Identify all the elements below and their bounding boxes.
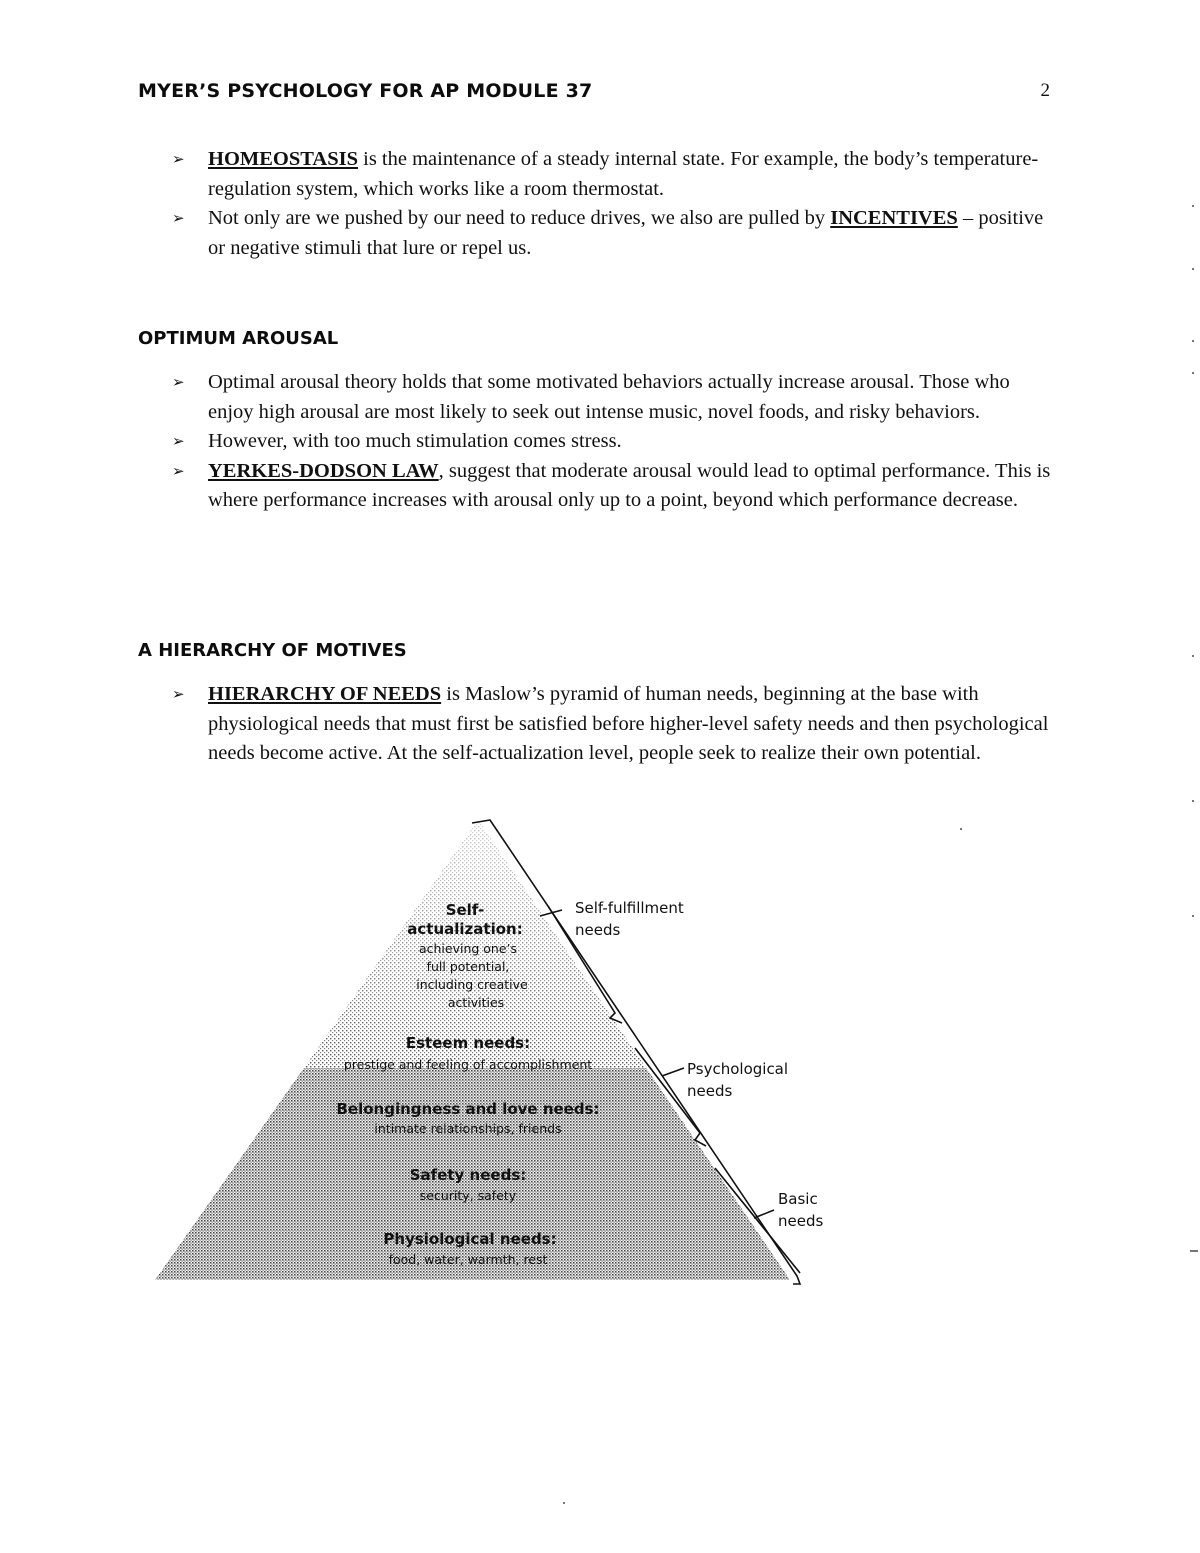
bullet-text: , suggest that moderate arousal would lead to optimal performance. This is where performance increases with arousal only up to a point, beyond which performance decrease.: [208, 459, 1051, 511]
level-title: Safety needs:: [409, 1166, 527, 1184]
level-description: full potential,: [426, 959, 510, 974]
scan-artifact: [1190, 1250, 1198, 1252]
scan-artifact: [1192, 915, 1194, 917]
header-title: MYER’S PSYCHOLOGY FOR AP MODULE 37: [138, 80, 593, 102]
level-title: Self-: [445, 901, 485, 919]
bullet-stress: [172, 427, 1052, 457]
intro-bullet-list: [172, 145, 1052, 263]
term-homeostasis: HOMEOSTASIS: [208, 148, 358, 170]
scan-artifact: [1192, 268, 1194, 270]
page-header: [138, 80, 1050, 104]
bracket-label-basic: Basic: [778, 1190, 818, 1208]
section-heading-optimum-arousal: OPTIMUM AROUSAL: [138, 328, 339, 349]
term-incentives: INCENTIVES: [830, 207, 958, 229]
arrow-bullet-icon: ➢: [172, 209, 185, 227]
term-yerkes-dodson: YERKES-DODSON LAW: [208, 459, 439, 482]
level-description: food, water, warmth, rest: [388, 1252, 548, 1267]
hierarchy-bullet-list: [172, 680, 1052, 769]
term-hierarchy-of-needs: HIERARCHY OF NEEDS: [208, 683, 442, 705]
level-description: including creative: [416, 977, 528, 992]
bracket-label-basic-needs: needs: [778, 1212, 824, 1230]
arrow-bullet-icon: ➢: [172, 150, 185, 168]
bullet-text: Optimal arousal theory holds that some motivated behaviors actually increase arousal. Those who enjoy high arousal are most likely to seek out intense music, novel foods, and risky behaviors.: [208, 371, 1010, 423]
bracket-label-self-fulfillment: Self-fulfillment: [575, 899, 684, 917]
arousal-bullet-list: [172, 368, 1052, 516]
level-title: Belongingness and love needs:: [336, 1100, 600, 1118]
arrow-bullet-icon: ➢: [172, 432, 185, 450]
scan-artifact: [1192, 800, 1194, 802]
level-description: activities: [447, 995, 505, 1010]
section-heading-hierarchy-of-motives: A HIERARCHY OF MOTIVES: [138, 640, 407, 661]
bullet-text: However, with too much stimulation comes stress.: [208, 430, 622, 452]
level-description: achieving one’s: [418, 941, 518, 956]
maslow-pyramid-figure: [150, 818, 870, 1288]
bracket-label-self-fulfillment-needs: needs: [575, 921, 621, 939]
scan-artifact: [1192, 340, 1194, 342]
bullet-incentives: [172, 204, 1052, 263]
level-title: actualization:: [407, 920, 523, 938]
bullet-text: is Maslow’s pyramid of human needs, beginning at the base with physiological needs that must first be satisfied before higher-level safety needs and then psychological needs become active. At the self-actualization level, people seek to realize their own potential.: [208, 683, 1049, 764]
arrow-bullet-icon: ➢: [172, 685, 185, 703]
level-title: Esteem needs:: [405, 1034, 531, 1052]
bracket-label-psychological-needs: needs: [687, 1082, 733, 1100]
bullet-text: – positive or negative stimuli that lure or repel us.: [208, 207, 1044, 259]
bullet-optimal-arousal: [172, 368, 1052, 427]
scan-artifact: [563, 1502, 565, 1504]
scan-artifact: [1192, 205, 1194, 207]
page-number: 2: [1040, 80, 1050, 101]
bullet-text: is the maintenance of a steady internal state. For example, the body’s temperature-regulation system, which works like a room thermostat.: [208, 148, 1039, 200]
bullet-homeostasis: [172, 145, 1052, 204]
scan-artifact: [960, 828, 962, 830]
arrow-bullet-icon: ➢: [172, 461, 185, 480]
arrow-bullet-icon: ➢: [172, 373, 185, 391]
bracket-label-psychological: Psychological: [687, 1060, 789, 1078]
level-description: prestige and feeling of accomplishment: [343, 1057, 593, 1072]
level-title: Physiological needs:: [383, 1230, 557, 1248]
scan-artifact: [1192, 655, 1194, 657]
bullet-text: Not only are we pushed by our need to reduce drives, we also are pulled by: [208, 207, 831, 229]
level-description: security, safety: [419, 1188, 517, 1203]
bullet-hierarchy-of-needs: [172, 680, 1052, 769]
level-description: intimate relationships, friends: [374, 1121, 562, 1136]
maslow-pyramid-diagram: [150, 818, 870, 1288]
scan-artifact: [1192, 372, 1194, 374]
bullet-yerkes-dodson: [172, 457, 1052, 516]
